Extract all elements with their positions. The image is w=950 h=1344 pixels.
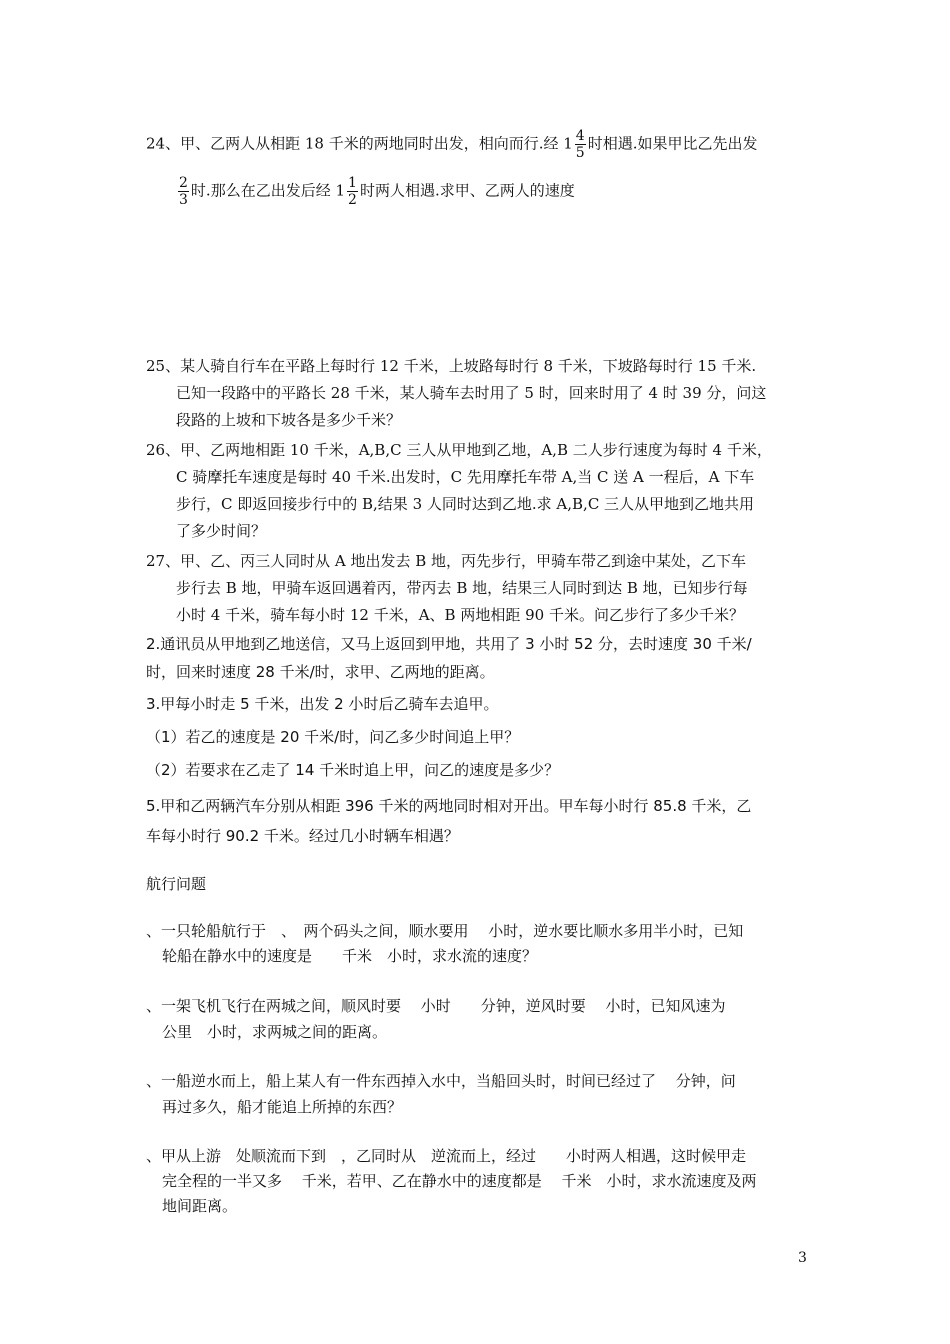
nav-problem-4-line-1: 、甲从上游 处顺流而下到 ，乙同时从 逆流而上，经过 小时两人相遇，这时候甲走 [146,1147,747,1165]
nav-problem-2-line-2: 公里 小时，求两城之间的距离。 [162,1023,388,1041]
problem-26-line-2: C 骑摩托车速度是每时 40 千米.出发时，C 先用摩托车带 A,当 C 送 A 一程后，A 下车 [176,468,755,486]
problem-27-line-1: 27、甲、乙、丙三人同时从 A 地出发去 B 地，丙先步行，甲骑车带乙到途中某处，乙下车 [146,552,747,570]
nav-problem-3-line-1: 、一船逆水而上，船上某人有一件东西掉入水中，当船回头时，时间已经过了 分钟，问 [146,1072,736,1090]
question-5-line-2: 车每小时行 90.2 千米。经过几小时辆车相遇？ [146,827,459,845]
fraction-four-fifths: $\frac{4}{5}$ [575,128,585,161]
problem-25-line-1: 25、某人骑自行车在平路上每时行 12 千米，上坡路每时行 8 千米，下坡路每时行 15 千米. [146,357,757,375]
problem-25-line-3: 段路的上坡和下坡各是多少千米？ [176,411,402,429]
fraction-one-half: $\frac{1}{2}$ [348,175,357,208]
question-3-sub-1: （1）若乙的速度是 20 千米/时，问乙多少时间追上甲？ [146,728,520,746]
problem-25-line-2: 已知一段路中的平路长 28 千米，某人骑车去时用了 5 时，回来时用了 4 时 39 分，问这 [176,384,767,402]
page-number: 3 [798,1250,807,1266]
question-3-line-1: 3.甲每小时走 5 千米，出发 2 小时后乙骑车去追甲。 [146,695,499,713]
problem-24-line-2 [176,175,575,208]
nav-problem-3-line-2: 再过多久，船才能追上所掉的东西？ [162,1098,403,1116]
problem-24-text-b: 时相遇.如果甲比乙先出发 [587,134,758,153]
nav-problem-4-line-3: 地间距离。 [162,1197,238,1215]
section-title-navigation: 航行问题 [146,875,207,893]
problem-26-line-1: 26、甲、乙两地相距 10 千米，A,B,C 三人从甲地到乙地，A,B 二人步行速度为每时 4 千米， [146,441,772,459]
nav-problem-4-line-2: 完全程的一半又多 千米，若甲、乙在静水中的速度都是 千米 小时，求水流速度及两 [162,1172,757,1190]
problem-24-text-c: 时.那么在乙出发后经 1 [190,181,346,200]
nav-problem-1-line-1: 、一只轮船航行于 、 两个码头之间，顺水要用 小时，逆水要比顺水多用半小时，已知 [146,922,744,940]
nav-problem-2-line-1: 、一架飞机飞行在两城之间，顺风时要 小时 分钟，逆风时要 小时，已知风速为 [146,997,726,1015]
problem-24-text-a: 24、甲、乙两人从相距 18 千米的两地同时出发，相向而行.经 1 [146,134,573,153]
problem-26-line-4: 了多少时间？ [176,522,267,540]
problem-26-line-3: 步行，C 即返回接步行中的 B,结果 3 人同时达到乙地.求 A,B,C 三人从甲地到乙地共用 [176,495,755,513]
problem-27-line-2: 步行去 B 地，甲骑车返回遇着丙，带丙去 B 地，结果三人同时到达 B 地，已知步行每 [176,579,748,597]
problem-24-line-1 [146,128,758,161]
problem-24-text-d: 时两人相遇.求甲、乙两人的速度 [359,181,575,200]
question-5-line-1: 5.甲和乙两辆汽车分别从相距 396 千米的两地同时相对开出。甲车每小时行 85.8 千米，乙 [146,797,752,815]
question-2-line-2: 时，回来时速度 28 千米/时，求甲、乙两地的距离。 [146,663,495,681]
question-3-sub-2: （2）若要求在乙走了 14 千米时追上甲，问乙的速度是多少？ [146,761,560,779]
problem-27-line-3: 小时 4 千米，骑车每小时 12 千米，A、B 两地相距 90 千米。问乙步行了多少千米？ [176,606,744,624]
question-2-line-1: 2.通讯员从甲地到乙地送信，又马上返回到甲地，共用了 3 小时 52 分，去时速度 30 千米/ [146,635,752,653]
nav-problem-1-line-2: 轮船在静水中的速度是 千米 小时，求水流的速度？ [162,947,538,965]
fraction-two-thirds: $\frac{2}{3}$ [179,175,188,208]
